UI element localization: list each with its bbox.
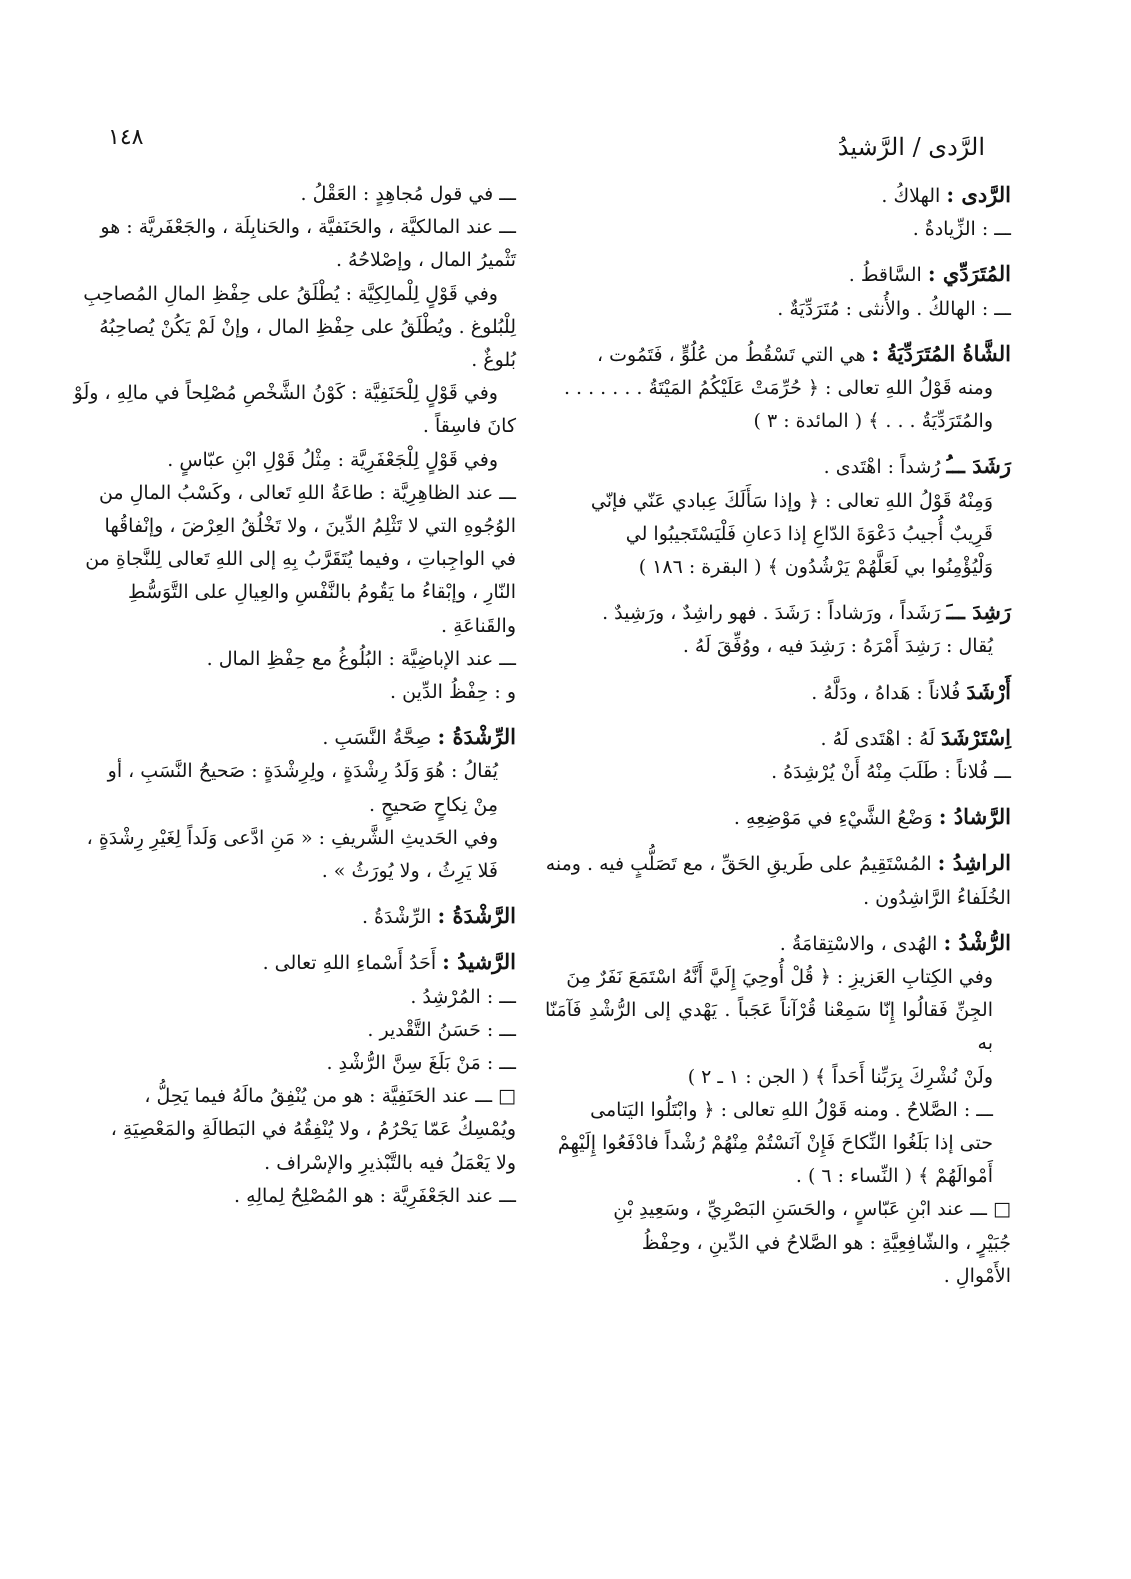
definition-text: ـــ : المُرْشِدُ . (410, 985, 516, 1008)
entry-line (58, 981, 516, 1014)
definition-text: جُبَيْرٍ ، والشّافِعِيَّةِ : هو الصَّلاحُ في الدِّينِ ، وحِفْظُ (641, 1231, 1011, 1254)
definition-text: الوُجُوهِ التي لا تَثْلِمُ الدِّينَ ، ولا تَخْلُقُ العِرْضَ ، وإنْفاقُها (104, 515, 516, 538)
headword: الرِّشْدَةُ : (437, 724, 516, 750)
definition-text: ـــ فُلاناً : طَلَبَ مِنْهُ أَنْ يُرْشِدَهُ . (771, 761, 1011, 784)
definition-text: المُسْتَقِيمُ على طَريقِ الحَقِّ ، مع تَصَلُّبٍ فيه . ومنه (545, 853, 938, 876)
entry-line (58, 311, 516, 344)
definition-text: ـــ : الزِّيادةُ . (912, 218, 1011, 241)
definition-text: هي التي تَسْقُطُ من عُلُوٍّ ، فَتَمُوت ، (596, 343, 872, 366)
definition-text: وفي قَوْلٍ لِلْمالِكِيَّة : يُطْلَقُ على حِفْظِ المالِ المُصاحِبِ (83, 282, 498, 305)
definition-text: رَشَداً ، ورَشاداً : رَشَدَ . فهو راشِدٌ ، ورَشِيدٌ . (602, 602, 947, 625)
headword: الرَّشادُ : (938, 804, 1011, 830)
definition-text: كانَ فاسِقاً . (422, 415, 516, 438)
headword: المُتَرَدِّي : (927, 261, 1011, 287)
definition-text: رُشداً : اهْتَدى . (823, 456, 947, 479)
definition-text: والقَناعَةِ . (441, 614, 516, 637)
entry-line (545, 405, 1011, 438)
definition-text: وفي الكِتابِ العَزيزِ : ﴿ قُلْ أُوحِيَ إِلَيَّ أَنَّهُ اسْتَمَعَ نَفَرٌ مِنَ (566, 966, 993, 989)
entry-line (58, 899, 516, 934)
entry-line (545, 595, 1011, 630)
headword: أَرْشَدَ (966, 678, 1011, 704)
headword: الرَّدى : (946, 182, 1011, 207)
definition-text: الخُلَفاءُ الرَّاشِدُون . (863, 886, 1011, 909)
entry-line (545, 1227, 1011, 1260)
right-column (545, 178, 1011, 1293)
headword: اِسْتَرْشَدَ (941, 724, 1011, 750)
entry-line (545, 800, 1011, 835)
headword: الراشِدُ : (937, 850, 1011, 876)
entry-line (58, 1047, 516, 1080)
entry-line (545, 1160, 1011, 1193)
definition-text: ـــ عند الظاهِرِيَّة : طاعَةُ اللهِ تَعالى ، وكَسْبُ المالِ من (98, 481, 516, 504)
entry-line (545, 926, 1011, 961)
definition-text: وَضْعُ الشَّيْءِ في مَوْضِعِهِ . (733, 807, 939, 830)
entry-line (545, 882, 1011, 915)
entry-line (545, 518, 1011, 551)
definition-text: الأَمْوالِ . (943, 1264, 1011, 1287)
definition-text: ـــ عند الإباضِيَّة : البُلُوغُ مع حِفْظِ المال . (206, 647, 516, 670)
definition-text: السَّاقطُ . (848, 264, 928, 287)
entry-line (58, 789, 516, 822)
definition-text: لَهُ : اهْتَدى لَهُ . (820, 727, 942, 750)
definition-text: صِحَّةُ النَّسَبِ . (322, 727, 438, 750)
definition-text: ـــ في قول مُجاهِدٍ : العَقْلُ . (300, 183, 516, 205)
entry-line (58, 211, 516, 244)
headword: الرَّشْدَةُ : (437, 903, 516, 929)
entry-line (58, 720, 516, 755)
entry-line (545, 213, 1011, 246)
entry-line (545, 1260, 1011, 1293)
entry-line (545, 1094, 1011, 1127)
definition-text: فُلاناً : هَداهُ ، ودَلَّهُ . (811, 681, 967, 704)
entry-line (545, 1193, 1011, 1226)
entry-line (58, 576, 516, 609)
definition-text: و : حِفْظُ الدِّين . (390, 681, 516, 704)
entry-line (545, 994, 1011, 1060)
definition-text: والمُتَرَدِّيَةُ . . . ﴾ ( المائدة : ٣ ) (753, 410, 993, 433)
entry-line (545, 1127, 1011, 1160)
entry-line (58, 344, 516, 377)
entry-line (58, 643, 516, 676)
entry-line (58, 410, 516, 443)
definition-text: الرِّشْدَةُ . (361, 906, 438, 929)
entry-line (545, 449, 1011, 484)
definition-text: أَمْوالَهُمْ ﴾ ( النِّساء : ٦ ) . (795, 1165, 993, 1188)
entry-line (58, 676, 516, 709)
definition-text: ومنه قَوْلُ اللهِ تعالى : ﴿ حُرِّمَتْ عَلَيْكُمُ المَيْتَةُ . . . . . . . (563, 377, 993, 400)
entry-line (58, 244, 516, 277)
definition-text: الهلاكُ . (881, 185, 947, 207)
entry-line (58, 1147, 516, 1180)
entry-line (58, 1180, 516, 1213)
definition-text: ـــ عند الجَعْفَرِيَّة : هو المُصْلِحُ لِمالِهِ . (234, 1184, 516, 1207)
definition-text: وَمِنْهُ قَوْلُ اللهِ تعالى : ﴿ وإذا سَأَلَكَ عِبادي عَنّي فإنّي (590, 489, 993, 512)
entry-line (545, 846, 1011, 881)
headword: الرَّشيدُ : (442, 949, 516, 975)
entry-line (58, 610, 516, 643)
entry-line (545, 675, 1011, 710)
entry-line (545, 551, 1011, 584)
definition-text: لِلْبُلوغ . ويُطْلَقُ على حِفْظِ المال ، وإنْ لَمْ يَكُنْ يُصاحِبُهُ (99, 315, 516, 338)
headword: رَشِدَ ـــَ (946, 599, 1011, 625)
definition-text: فَلا يَرِثُ ، ولا يُورَثُ » . (321, 860, 498, 883)
entry-line (545, 178, 1011, 213)
definition-text: قَرِيبٌ أُجيبُ دَعْوَةَ الدّاعِ إذا دَعانِ فَلْيَسْتَجيبُوا لي (625, 522, 993, 545)
entry-line (58, 755, 516, 788)
entry-line (545, 257, 1011, 292)
definition-text: الجِنِّ فَقالُوا إِنّا سَمِعْنا قُرْآناً عَجَباً . يَهْدي إلى الرُّشْدِ فَآمَنّا به (545, 999, 993, 1055)
definition-text: ويُمْسِكُ عَمّا يَحْرُمُ ، ولا يُنْفِقُهُ في البَطالَةِ والمَعْصِيَةِ ، (110, 1118, 516, 1141)
definition-text: ولَنْ نُشْرِكَ بِرَبِّنا أَحَداً ﴾ ( الجن : ١ ـ ٢ ) (687, 1065, 993, 1088)
definition-text: ولا يَعْمَلُ فيه بالتَّبْذيرِ والإسْراف . (264, 1151, 516, 1174)
entry-line (58, 543, 516, 576)
definition-text: تَثْميرُ المال ، وإصْلاحُهُ . (335, 249, 516, 272)
entry-line (58, 855, 516, 888)
entry-line (545, 630, 1011, 663)
entry-line (545, 756, 1011, 789)
definition-text: □ ـــ عند ابْنِ عَبّاسٍ ، والحَسَنِ البَصْرِيِّ ، وسَعِيدِ بْنِ (613, 1198, 1011, 1221)
entry-line (58, 1113, 516, 1146)
entry-line (58, 1080, 516, 1113)
definition-text: وفي قَوْلٍ لِلْجَعْفَرِيَّة : مِثْلُ قَوْلِ ابْنِ عبّاسٍ . (167, 448, 498, 471)
entry-line (58, 510, 516, 543)
headword: رَشَدَ ـــُ (946, 453, 1011, 479)
entry-line (545, 721, 1011, 756)
definition-text: بُلوغٌ . (471, 349, 516, 372)
definition-text: يُقالُ : هُوَ وَلَدُ رِشْدَةٍ ، ولِرِشْدَةٍ : صَحيحُ النَّسَبِ ، أو (107, 760, 498, 783)
entry-line (58, 444, 516, 477)
definition-text: مِنْ نِكاحٍ صَحيحٍ . (368, 793, 498, 816)
entry-line (58, 822, 516, 855)
entry-line (58, 377, 516, 410)
entry-line (545, 293, 1011, 326)
definition-text: وفي الحَديثِ الشَّريفِ : « مَنِ ادَّعى وَلَداً لِغَيْرِ رِشْدَةٍ ، (86, 826, 498, 849)
definition-text: وَلْيُؤْمِنُوا بي لَعَلَّهُمْ يَرْشُدُون ﴾ ( البقرة : ١٨٦ ) (638, 556, 993, 579)
definition-text: ـــ : الهالكُ . والأُنثى : مُتَرَدِّيَةٌ . (777, 297, 1011, 320)
entry-line (545, 337, 1011, 372)
definition-text: في الواجِباتِ ، وفيما يُتَقَرَّبُ بِهِ إلى اللهِ تَعالى لِلنَّجاةِ من (85, 548, 516, 571)
definition-text: وفي قَوْلٍ لِلْحَنَفِيَّة : كَوْنُ الشَّخْصِ مُصْلِحاً في مالِهِ ، ولَوْ (73, 382, 498, 405)
definition-text: يُقال : رَشِدَ أَمْرَهُ : رَشِدَ فيه ، ووُفِّقَ لَهُ . (682, 635, 993, 658)
headword: الرُّشْدُ : (943, 929, 1011, 955)
entry-line (58, 945, 516, 980)
entry-line (58, 278, 516, 311)
definition-text: حتى إذا بَلَغُوا النِّكاحَ فَإِنْ آنَسْتُمْ مِنْهُمْ رُشْداً فادْفَعُوا إِلَيْهِمْ (557, 1132, 993, 1155)
left-column (58, 178, 516, 1213)
running-title: الرَّدى / الرَّشيدُ (837, 133, 985, 161)
definition-text: ـــ عند المالكيَّة ، والحَنَفيَّة ، والحَنابِلَة ، والجَعْفَريَّة : هو (100, 216, 516, 239)
definition-text: □ ـــ عند الحَنَفِيَّة : هو من يُنْفِقُ مالَهُ فيما يَحِلُّ ، (144, 1085, 516, 1108)
entry-line (545, 372, 1011, 405)
definition-text: الهُدى ، والاسْتِقامَةُ . (779, 932, 944, 955)
definition-text: ـــ : حَسَنُ التَّقْدير . (367, 1018, 516, 1041)
entry-line (58, 1014, 516, 1047)
page-number: ١٤٨ (108, 125, 144, 150)
entry-line (545, 1061, 1011, 1094)
definition-text: أَحَدُ أَسْماءِ اللهِ تعالى . (262, 952, 443, 975)
definition-text: ـــ : مَنْ بَلَغَ سِنَّ الرُّشْدِ . (326, 1052, 516, 1075)
entry-line (58, 477, 516, 510)
entry-line (58, 178, 516, 211)
headword: الشَّاةُ المُتَرَدِّيَةُ : (871, 340, 1011, 366)
entry-line (545, 961, 1011, 994)
definition-text: ـــ : الصَّلاحُ . ومنه قَوْلُ اللهِ تعالى : ﴿ وابْتَلُوا اليَتامى (590, 1098, 993, 1121)
entry-line (545, 485, 1011, 518)
definition-text: النّارِ ، وإبْقاءُ ما يَقُومُ بالنَّفْسِ والعِيالِ على التَّوَسُّطِ (128, 581, 516, 604)
